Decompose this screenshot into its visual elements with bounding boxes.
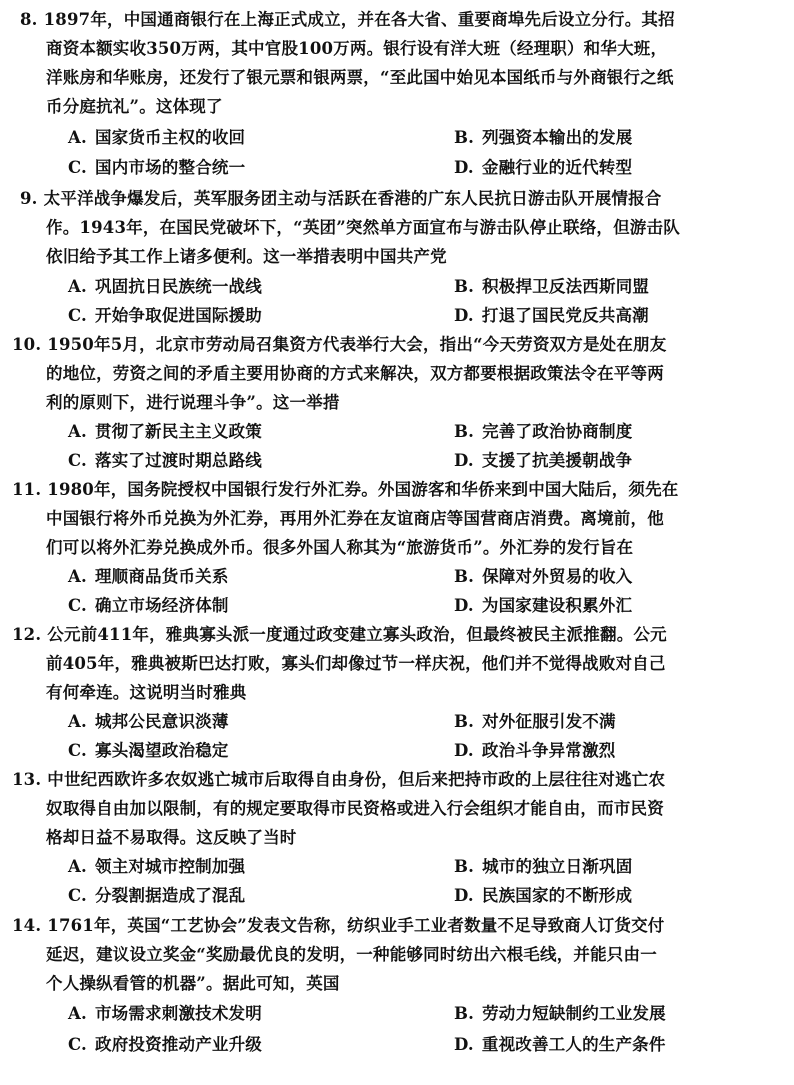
- option-d: [454, 596, 632, 616]
- option-letter: D.: [454, 886, 474, 905]
- option-text: 积极捍卫反法西斯同盟: [482, 277, 650, 296]
- option-letter: B.: [454, 712, 475, 731]
- option-text: 巩固抗日民族统一战线: [94, 277, 262, 296]
- question-stem-line: 商资本额实收350万两，其中官股100万两。银行设有洋大班（经理职）和华大班，: [46, 39, 668, 58]
- question-stem-line: 前405年，雅典被斯巴达打败，寡头们却像过节一样庆祝，他们并不觉得战败对自己: [46, 654, 666, 673]
- option-text: 理顺商品货币关系: [94, 567, 229, 586]
- option-c: [68, 741, 229, 761]
- option-c: [68, 1035, 262, 1055]
- option-c: [68, 158, 245, 178]
- option-letter: D.: [454, 741, 474, 760]
- option-text: 寡头渴望政治稳定: [95, 741, 229, 760]
- option-text: 劳动力短缺制约工业发展: [482, 1004, 666, 1023]
- question-stem-line: 的地位，劳资之间的矛盾主要用协商的方式来解决，双方都要根据政策法令在平等两: [46, 364, 664, 383]
- stem-text: 1761年，英国“工艺协会”发表文告称，纺织业手工业者数量不足导致商人订货交付: [47, 916, 665, 935]
- option-letter: B.: [454, 422, 475, 441]
- option-c: [68, 886, 245, 906]
- option-a: [68, 1004, 262, 1024]
- option-letter: C.: [68, 451, 87, 470]
- option-d: [454, 306, 649, 326]
- option-letter: D.: [454, 1035, 474, 1054]
- option-text: 完善了政治协商制度: [482, 422, 633, 441]
- option-c: [68, 306, 262, 326]
- question-stem-line: [12, 335, 666, 355]
- option-text: 政治斗争异常激烈: [481, 741, 616, 760]
- option-a: [68, 712, 229, 732]
- stem-text: 1950年5月，北京市劳动局召集资方代表举行大会，指出“今天劳资双方是处在朋友: [47, 335, 667, 354]
- option-letter: C.: [68, 886, 87, 905]
- option-text: 国内市场的整合统一: [95, 158, 246, 177]
- option-d: [454, 886, 632, 906]
- option-text: 保障对外贸易的收入: [482, 567, 633, 586]
- question-number: 8.: [20, 10, 38, 29]
- question-number: 12.: [12, 625, 42, 644]
- option-a: [68, 567, 229, 587]
- option-text: 城市的独立日渐巩固: [482, 857, 633, 876]
- option-text: 市场需求刺激技术发明: [94, 1004, 262, 1023]
- option-a: [68, 277, 262, 297]
- stem-text: 1980年，国务院授权中国银行发行外汇券。外国游客和华侨来到中国大陆后，须先在: [47, 480, 679, 499]
- option-text: 打退了国民党反共高潮: [481, 306, 649, 325]
- question-stem-line: 利的原则下，进行说理斗争”。这一举措: [46, 393, 340, 412]
- option-letter: C.: [68, 306, 87, 325]
- question-number: 14.: [12, 916, 42, 935]
- question-stem-line: 中国银行将外币兑换为外汇券，再用外汇券在友谊商店等国营商店消费。离境前，他: [46, 509, 664, 528]
- question-stem-line: [12, 625, 667, 645]
- option-d: [454, 741, 615, 761]
- question-stem-line: [20, 189, 662, 209]
- option-b: [454, 1004, 666, 1024]
- option-c: [68, 451, 262, 471]
- option-b: [454, 567, 632, 587]
- option-b: [454, 857, 632, 877]
- question-number: 9.: [20, 189, 38, 208]
- option-text: 民族国家的不断形成: [481, 886, 633, 905]
- option-letter: B.: [454, 857, 475, 876]
- option-letter: A.: [68, 128, 87, 147]
- option-b: [454, 277, 649, 297]
- option-text: 城邦公民意识淡薄: [94, 712, 229, 731]
- question-stem-line: [12, 480, 679, 500]
- option-text: 贯彻了新民主主义政策: [94, 422, 262, 441]
- question-stem-line: 作。1943年，在国民党破坏下，“英团”突然单方面宣布与游击队停止联络，但游击队: [46, 218, 680, 237]
- question-stem-line: 有何牵连。这说明当时雅典: [46, 683, 247, 702]
- option-text: 重视改善工人的生产条件: [481, 1035, 666, 1054]
- option-d: [454, 451, 632, 471]
- question-stem-line: 奴取得自由加以限制，有的规定要取得市民资格或进入行会组织才能自由，而市民资: [46, 799, 664, 818]
- option-letter: A.: [68, 567, 87, 586]
- option-text: 落实了过渡时期总路线: [95, 451, 262, 470]
- question-stem-line: [12, 916, 664, 936]
- option-text: 开始争取促进国际援助: [95, 306, 262, 325]
- stem-text: 1897年，中国通商银行在上海正式成立，并在各大省、重要商埠先后设立分行。其招: [43, 10, 675, 29]
- option-text: 政府投资推动产业升级: [95, 1035, 262, 1054]
- option-c: [68, 596, 229, 616]
- option-a: [68, 128, 245, 148]
- stem-text: 太平洋战争爆发后，英军服务团主动与活跃在香港的广东人民抗日游击队开展情报合: [43, 189, 662, 208]
- option-letter: C.: [68, 158, 87, 177]
- option-letter: B.: [454, 567, 475, 586]
- stem-text: 公元前411年，雅典寡头派一度通过政变建立寡头政治，但最终被民主派推翻。公元: [47, 625, 667, 644]
- option-letter: A.: [68, 422, 87, 441]
- option-text: 金融行业的近代转型: [481, 158, 633, 177]
- question-stem-line: [12, 770, 665, 790]
- question-stem-line: [20, 10, 675, 30]
- option-letter: B.: [454, 277, 475, 296]
- option-letter: D.: [454, 451, 474, 470]
- question-stem-line: 币分庭抗礼”。这体现了: [46, 97, 223, 116]
- option-letter: C.: [68, 596, 87, 615]
- option-text: 领主对城市控制加强: [94, 857, 246, 876]
- option-text: 列强资本输出的发展: [482, 128, 633, 147]
- option-letter: B.: [454, 128, 475, 147]
- question-stem-line: 个人操纵看管的机器”。据此可知，英国: [46, 974, 340, 993]
- option-text: 确立市场经济体制: [95, 596, 229, 615]
- option-text: 对外征服引发不满: [482, 712, 616, 731]
- option-d: [454, 1035, 666, 1055]
- question-number: 13.: [12, 770, 42, 789]
- question-stem-line: 格却日益不易取得。这反映了当时: [46, 828, 297, 847]
- option-letter: A.: [68, 277, 87, 296]
- stem-text: 中世纪西欧许多农奴逃亡城市后取得自由身份，但后来把持市政的上层往往对逃亡农: [47, 770, 666, 789]
- option-a: [68, 422, 262, 442]
- option-text: 国家货币主权的收回: [94, 128, 246, 147]
- option-letter: B.: [454, 1004, 475, 1023]
- option-letter: A.: [68, 857, 87, 876]
- option-text: 为国家建设积累外汇: [481, 596, 633, 615]
- option-a: [68, 857, 245, 877]
- option-b: [454, 712, 616, 732]
- question-number: 10.: [12, 335, 42, 354]
- option-text: 分裂割据造成了混乱: [95, 886, 246, 905]
- option-letter: D.: [454, 596, 474, 615]
- question-number: 11.: [12, 480, 42, 499]
- question-stem-line: 依旧给予其工作上诸多便利。这一举措表明中国共产党: [46, 247, 447, 266]
- option-letter: A.: [68, 1004, 87, 1023]
- option-letter: C.: [68, 741, 87, 760]
- question-stem-line: 们可以将外汇券兑换成外币。很多外国人称其为“旅游货币”。外汇券的发行旨在: [46, 538, 634, 557]
- option-letter: D.: [454, 306, 474, 325]
- question-stem-line: 洋账房和华账房，还发行了银元票和银两票，“至此国中始见本国纸币与外商银行之纸: [46, 68, 674, 87]
- option-b: [454, 128, 632, 148]
- option-letter: C.: [68, 1035, 87, 1054]
- option-letter: A.: [68, 712, 87, 731]
- option-letter: D.: [454, 158, 474, 177]
- option-text: 支援了抗美援朝战争: [481, 451, 633, 470]
- question-stem-line: 延迟，建议设立奖金“奖励最优良的发明，一种能够同时纺出六根毛线，并能只由一: [46, 945, 657, 964]
- option-b: [454, 422, 632, 442]
- option-d: [454, 158, 632, 178]
